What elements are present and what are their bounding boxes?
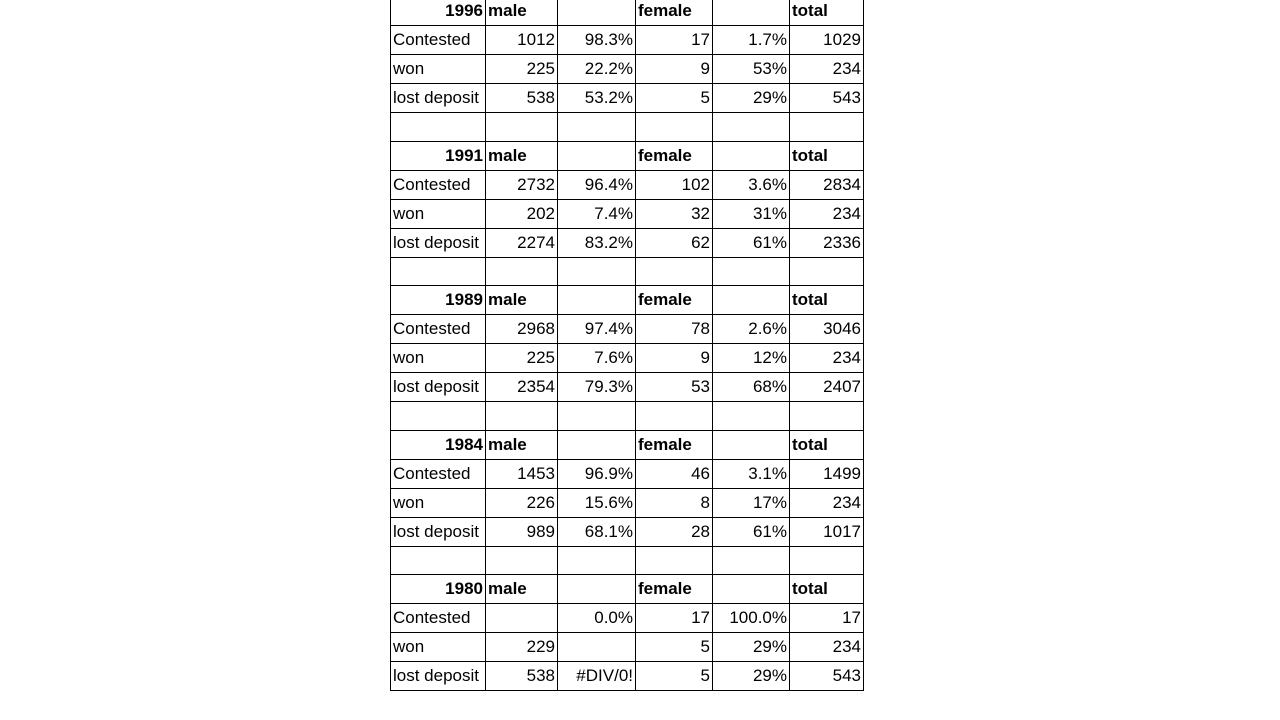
total-count-cell[interactable]: 234 [790,344,864,373]
empty-cell[interactable] [713,257,790,286]
year-cell[interactable]: 1991 [391,141,486,170]
empty-cell[interactable] [486,257,558,286]
row-label-cell[interactable]: Contested [391,315,486,344]
female-percent-cell[interactable]: 3.1% [713,459,790,488]
year-cell[interactable]: 1996 [391,0,486,26]
female-header-cell[interactable]: female [636,0,713,26]
table-row [391,517,864,546]
row-label-cell[interactable]: lost deposit [391,373,486,402]
male-count-cell[interactable]: 225 [486,55,558,84]
male-header-cell[interactable]: male [486,0,558,26]
row-label-cell[interactable]: won [391,488,486,517]
row-label-cell[interactable]: lost deposit [391,517,486,546]
empty-cell[interactable] [558,286,636,315]
male-percent-cell[interactable]: 22.2% [558,55,636,84]
row-label-cell[interactable]: Contested [391,604,486,633]
male-count-cell[interactable]: 2274 [486,228,558,257]
empty-cell[interactable] [391,402,486,431]
female-count-cell[interactable]: 5 [636,84,713,113]
empty-cell[interactable] [391,257,486,286]
row-label-cell[interactable]: won [391,344,486,373]
row-label-cell[interactable]: won [391,633,486,662]
female-percent-cell[interactable]: 17% [713,488,790,517]
male-percent-cell[interactable]: 79.3% [558,373,636,402]
table-row [391,315,864,344]
female-count-cell[interactable]: 28 [636,517,713,546]
female-percent-cell[interactable]: 53% [713,55,790,84]
female-percent-cell[interactable]: 1.7% [713,26,790,55]
row-label-cell[interactable]: won [391,199,486,228]
male-percent-cell[interactable]: 98.3% [558,26,636,55]
total-header-cell[interactable]: total [790,0,864,26]
male-percent-cell[interactable]: 15.6% [558,488,636,517]
male-count-cell[interactable]: 2354 [486,373,558,402]
empty-cell[interactable] [713,430,790,459]
total-header-cell[interactable]: total [790,286,864,315]
total-count-cell[interactable]: 2834 [790,170,864,199]
empty-cell[interactable] [486,113,558,142]
empty-cell[interactable] [558,546,636,575]
empty-cell[interactable] [486,546,558,575]
table-row [391,170,864,199]
spreadsheet-table [390,0,864,691]
male-count-cell[interactable]: 538 [486,84,558,113]
female-percent-cell[interactable]: 29% [713,662,790,691]
male-count-cell[interactable]: 2968 [486,315,558,344]
female-percent-cell[interactable]: 100.0% [713,604,790,633]
empty-cell[interactable] [558,575,636,604]
female-percent-cell[interactable]: 29% [713,84,790,113]
male-percent-cell[interactable]: 7.4% [558,199,636,228]
table-row [391,604,864,633]
female-count-cell[interactable]: 17 [636,26,713,55]
total-count-cell[interactable]: 1029 [790,26,864,55]
blank-row [391,546,864,575]
male-percent-cell[interactable]: #DIV/0! [558,662,636,691]
empty-cell[interactable] [391,113,486,142]
year-cell[interactable]: 1989 [391,286,486,315]
empty-cell[interactable] [636,113,713,142]
row-label-cell[interactable]: lost deposit [391,662,486,691]
empty-cell[interactable] [790,402,864,431]
female-count-cell[interactable]: 32 [636,199,713,228]
female-percent-cell[interactable]: 2.6% [713,315,790,344]
blank-row [391,257,864,286]
table-row [391,26,864,55]
total-header-cell[interactable]: total [790,430,864,459]
male-count-cell[interactable] [486,604,558,633]
table-row [391,488,864,517]
male-count-cell[interactable]: 229 [486,633,558,662]
male-count-cell[interactable]: 1453 [486,459,558,488]
empty-cell[interactable] [713,286,790,315]
empty-cell[interactable] [713,402,790,431]
table-row [391,662,864,691]
male-header-cell[interactable]: male [486,430,558,459]
male-count-cell[interactable]: 989 [486,517,558,546]
male-percent-cell[interactable] [558,633,636,662]
year-cell[interactable]: 1980 [391,575,486,604]
female-count-cell[interactable]: 62 [636,228,713,257]
empty-cell[interactable] [558,402,636,431]
male-percent-cell[interactable]: 7.6% [558,344,636,373]
year-header-row [391,141,864,170]
table-row [391,55,864,84]
empty-cell[interactable] [558,257,636,286]
table-row [391,633,864,662]
total-header-cell[interactable]: total [790,575,864,604]
empty-cell[interactable] [713,0,790,26]
empty-cell[interactable] [486,402,558,431]
year-header-row [391,286,864,315]
male-percent-cell[interactable]: 68.1% [558,517,636,546]
female-count-cell[interactable]: 46 [636,459,713,488]
row-label-cell[interactable]: Contested [391,26,486,55]
total-count-cell[interactable]: 543 [790,84,864,113]
male-count-cell[interactable]: 538 [486,662,558,691]
table-row [391,373,864,402]
total-count-cell[interactable]: 2336 [790,228,864,257]
female-count-cell[interactable]: 78 [636,315,713,344]
row-label-cell[interactable]: Contested [391,170,486,199]
total-count-cell[interactable]: 3046 [790,315,864,344]
male-count-cell[interactable]: 226 [486,488,558,517]
total-header-cell[interactable]: total [790,141,864,170]
female-count-cell[interactable]: 102 [636,170,713,199]
empty-cell[interactable] [790,113,864,142]
empty-cell[interactable] [713,141,790,170]
female-header-cell[interactable]: female [636,575,713,604]
male-count-cell[interactable]: 1012 [486,26,558,55]
male-count-cell[interactable]: 2732 [486,170,558,199]
empty-cell[interactable] [636,402,713,431]
table-row [391,228,864,257]
table-row [391,459,864,488]
blank-row [391,113,864,142]
row-label-cell[interactable]: won [391,55,486,84]
blank-row [391,402,864,431]
female-count-cell[interactable]: 9 [636,55,713,84]
male-header-cell[interactable]: male [486,141,558,170]
empty-cell[interactable] [558,0,636,26]
female-percent-cell[interactable]: 31% [713,199,790,228]
female-percent-cell[interactable]: 12% [713,344,790,373]
female-percent-cell[interactable]: 29% [713,633,790,662]
table-row [391,344,864,373]
male-percent-cell[interactable]: 83.2% [558,228,636,257]
male-header-cell[interactable]: male [486,286,558,315]
total-count-cell[interactable]: 543 [790,662,864,691]
empty-cell[interactable] [558,430,636,459]
male-header-cell[interactable]: male [486,575,558,604]
empty-cell[interactable] [713,546,790,575]
total-count-cell[interactable]: 234 [790,55,864,84]
empty-cell[interactable] [636,546,713,575]
male-percent-cell[interactable]: 96.9% [558,459,636,488]
male-percent-cell[interactable]: 0.0% [558,604,636,633]
empty-cell[interactable] [558,141,636,170]
empty-cell[interactable] [790,546,864,575]
row-label-cell[interactable]: Contested [391,459,486,488]
male-count-cell[interactable]: 225 [486,344,558,373]
female-count-cell[interactable]: 5 [636,662,713,691]
female-percent-cell[interactable]: 3.6% [713,170,790,199]
male-count-cell[interactable]: 202 [486,199,558,228]
total-count-cell[interactable]: 234 [790,199,864,228]
female-count-cell[interactable]: 17 [636,604,713,633]
empty-cell[interactable] [713,113,790,142]
total-count-cell[interactable]: 2407 [790,373,864,402]
row-label-cell[interactable]: lost deposit [391,84,486,113]
year-header-row [391,0,864,26]
female-count-cell[interactable]: 8 [636,488,713,517]
year-header-row [391,430,864,459]
empty-cell[interactable] [636,257,713,286]
total-count-cell[interactable]: 1499 [790,459,864,488]
female-count-cell[interactable]: 53 [636,373,713,402]
year-cell[interactable]: 1984 [391,430,486,459]
female-percent-cell[interactable]: 61% [713,517,790,546]
female-header-cell[interactable]: female [636,141,713,170]
total-count-cell[interactable]: 1017 [790,517,864,546]
empty-cell[interactable] [713,575,790,604]
female-percent-cell[interactable]: 61% [713,228,790,257]
male-percent-cell[interactable]: 53.2% [558,84,636,113]
spreadsheet-body [391,0,864,691]
total-count-cell[interactable]: 17 [790,604,864,633]
female-header-cell[interactable]: female [636,286,713,315]
female-header-cell[interactable]: female [636,430,713,459]
female-count-cell[interactable]: 5 [636,633,713,662]
male-percent-cell[interactable]: 97.4% [558,315,636,344]
empty-cell[interactable] [391,546,486,575]
total-count-cell[interactable]: 234 [790,633,864,662]
table-row [391,84,864,113]
row-label-cell[interactable]: lost deposit [391,228,486,257]
total-count-cell[interactable]: 234 [790,488,864,517]
empty-cell[interactable] [558,113,636,142]
female-count-cell[interactable]: 9 [636,344,713,373]
empty-cell[interactable] [790,257,864,286]
table-row [391,199,864,228]
female-percent-cell[interactable]: 68% [713,373,790,402]
year-header-row [391,575,864,604]
male-percent-cell[interactable]: 96.4% [558,170,636,199]
